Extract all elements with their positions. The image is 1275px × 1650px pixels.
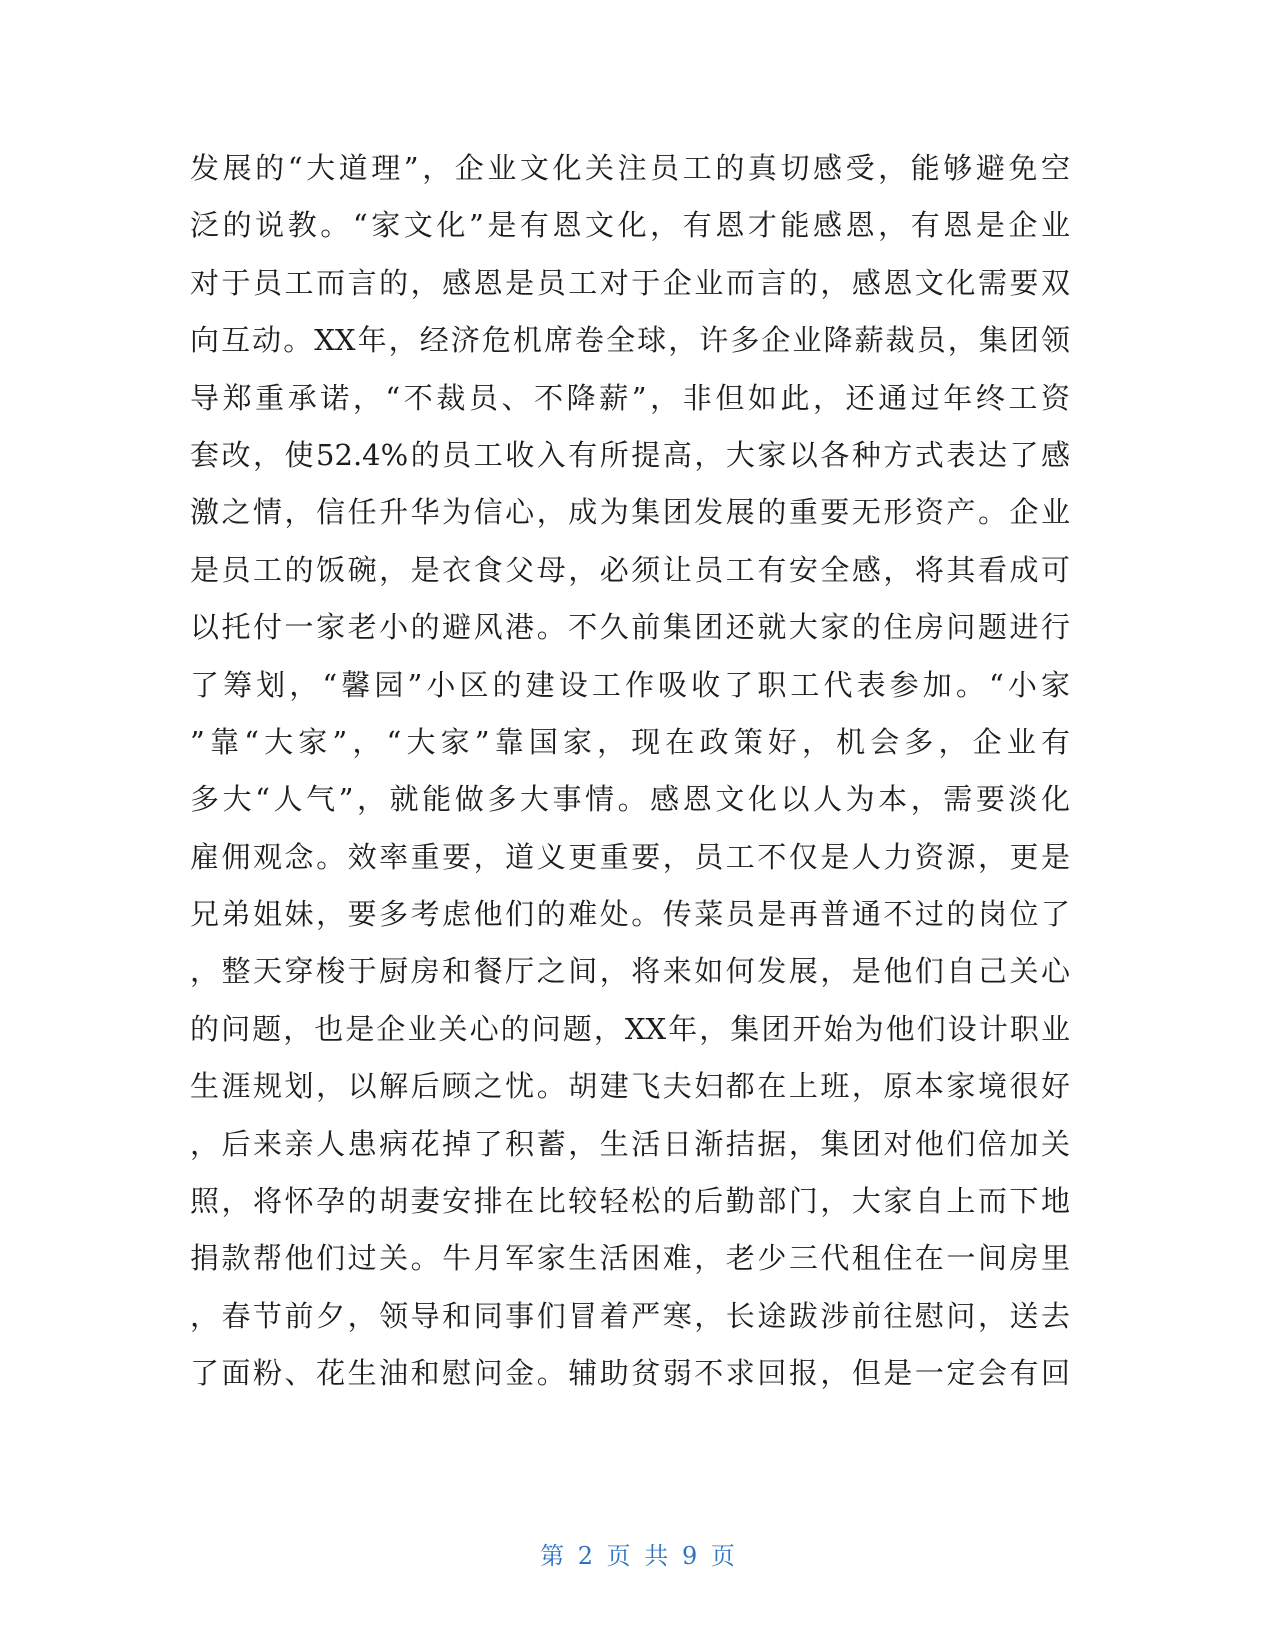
text-line-20: 捐款帮他们过关。牛月军家生活困难，老少三代租住在一间房里 xyxy=(190,1241,1070,1276)
text-line-12: 多大“人气”，就能做多大事情。感恩文化以人为本，需要淡化 xyxy=(190,782,1070,817)
text-line-16: 的问题，也是企业关心的问题，XX年，集团开始为他们设计职业 xyxy=(190,1011,1070,1046)
text-line-19: 照，将怀孕的胡妻安排在比较轻松的后勤部门，大家自上而下地 xyxy=(190,1184,1070,1219)
text-line-8: 是员工的饭碗，是衣食父母，必须让员工有安全感，将其看成可 xyxy=(190,552,1070,587)
text-line-14: 兄弟姐妹，要多考虑他们的难处。传菜员是再普通不过的岗位了 xyxy=(190,897,1070,932)
page-number-footer: 第 2 页 共 9 页 xyxy=(540,1542,735,1570)
text-line-11: ”靠“大家”，“大家”靠国家，现在政策好，机会多，企业有 xyxy=(190,724,1070,759)
text-line-5: 导郑重承诺，“不裁员、不降薪”，非但如此，还通过年终工资 xyxy=(190,380,1070,415)
text-line-1: 发展的“大道理”，企业文化关注员工的真切感受，能够避免空 xyxy=(190,151,1070,185)
text-line-13: 雇佣观念。效率重要，道义更重要，员工不仅是人力资源，更是 xyxy=(190,839,1070,874)
body-paragraph xyxy=(190,140,1070,1403)
text-line-22: 了面粉、花生油和慰问金。辅助贫弱不求回报，但是一定会有回 xyxy=(190,1356,1070,1391)
text-line-6: 套改，使52.4%的员工收入有所提高，大家以各种方式表达了感 xyxy=(190,437,1070,472)
text-line-4: 向互动。XX年，经济危机席卷全球，许多企业降薪裁员，集团领 xyxy=(190,323,1070,358)
text-line-21: ，春节前夕，领导和同事们冒着严寒，长途跋涉前往慰问，送去 xyxy=(190,1298,1070,1333)
text-line-9: 以托付一家老小的避风港。不久前集团还就大家的住房问题进行 xyxy=(190,610,1070,645)
text-line-18: ，后来亲人患病花掉了积蓄，生活日渐拮据，集团对他们倍加关 xyxy=(190,1126,1070,1161)
text-line-10: 了筹划，“馨园”小区的建设工作吸收了职工代表参加。“小家 xyxy=(190,667,1070,702)
text-line-2: 泛的说教。“家文化”是有恩文化，有恩才能感恩，有恩是企业 xyxy=(190,208,1070,243)
text-line-7: 激之情，信任升华为信心，成为集团发展的重要无形资产。企业 xyxy=(190,495,1070,530)
text-line-15: ，整天穿梭于厨房和餐厅之间，将来如何发展，是他们自己关心 xyxy=(190,954,1070,989)
text-line-17: 生涯规划，以解后顾之忧。胡建飞夫妇都在上班，原本家境很好 xyxy=(190,1069,1070,1104)
text-line-3: 对于员工而言的，感恩是员工对于企业而言的，感恩文化需要双 xyxy=(190,265,1070,300)
